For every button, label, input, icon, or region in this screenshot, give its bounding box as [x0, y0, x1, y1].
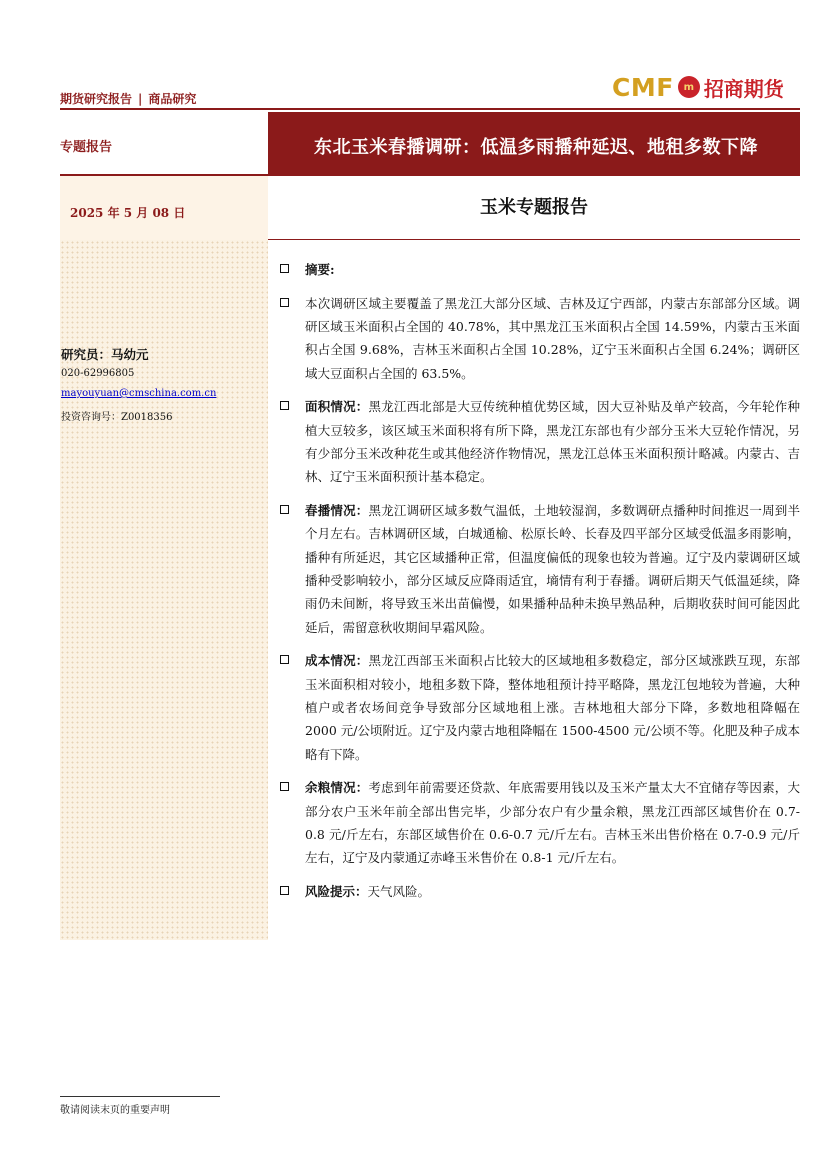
report-title: 东北玉米春播调研：低温多雨播种延迟、地租多数下降: [314, 137, 758, 158]
summary-heading-item: [278, 258, 800, 281]
area-label: 面积情况：: [305, 399, 369, 415]
sowing-section: [278, 499, 800, 639]
checkbox-bullet-icon: [280, 401, 289, 410]
category-label: 期货研究报告: [60, 92, 133, 106]
cost-text: 黑龙江西部玉米面积占比较大的区域地租多数稳定，部分区域涨跌互现，东部玉米面积相对较小，地租多数下降，整体地租预计持平略降，黑龙江包地较为普遍，大种植户或者农场间竞争导致部分区域地租上涨。吉林地租大部分下降，多数地租降幅在 2000 元/公顷附近。辽宁及内蒙古地租降幅在 1500-4500 元/公顷不等。化肥及种子成本略有下降。: [305, 653, 801, 762]
checkbox-bullet-icon: [280, 886, 289, 895]
summary-heading: 摘要:: [305, 262, 335, 277]
summary-intro-item: [278, 292, 800, 385]
logo-latin-text: CMF: [612, 72, 674, 102]
area-text: 黑龙江西北部是大豆传统种植优势区域，因大豆补贴及单产较高，今年轮作种植大豆较多，该区域玉米面积将有所下降，黑龙江东部也有少部分玉米大豆轮作情况，另有少部分玉米改种花生或其他经济作物情况，黑龙江总体玉米面积预计略减。内蒙古、吉林、辽宁玉米面积预计基本稳定。: [305, 399, 800, 485]
cost-label: 成本情况：: [305, 653, 369, 669]
checkbox-bullet-icon: [280, 782, 289, 791]
surplus-grain-label: 余粮情况：: [305, 780, 369, 796]
risk-section: [278, 880, 800, 903]
sowing-text: 黑龙江调研区域多数气温低，土地较湿润，多数调研点播种时间推迟一周到半个月左右。吉林调研区域，白城通榆、松原长岭、长春及四平部分区域受低温多雨影响，播种有所延迟，其它区域播种正常，但温度偏低的现象也较为普遍。辽宁及内蒙调研区域播种受影响较小，部分区域反应降雨适宜，墒情有利于春播。调研后期天气低温延续，降雨仍未间断，将导致玉米出苗偏慢，如果播种品种未换早熟品种，后期收获时间可能因此延后，需留意秋收期间早霜风险。: [305, 503, 800, 635]
report-type-divider: [268, 239, 800, 240]
footer-disclaimer: 敬请阅读末页的重要声明: [60, 1105, 170, 1116]
logo-chinese-text: 招商期货: [703, 76, 784, 101]
footer-divider: [60, 1096, 220, 1097]
header-divider: [60, 108, 800, 110]
sowing-label: 春播情况：: [305, 503, 369, 519]
checkbox-bullet-icon: [280, 505, 289, 514]
analyst-email-link[interactable]: mayouyuan@cmschina.com.cn: [61, 388, 217, 399]
summary-content: [278, 258, 800, 914]
report-category: [60, 90, 196, 107]
report-type: 玉米专题报告: [480, 197, 588, 218]
checkbox-bullet-icon: [280, 655, 289, 664]
surplus-grain-section: [278, 776, 800, 869]
company-logo: [612, 70, 784, 104]
checkbox-bullet-icon: [280, 264, 289, 273]
analyst-phone: 020-62996805: [61, 368, 135, 379]
cost-section: [278, 649, 800, 765]
checkbox-bullet-icon: [280, 298, 289, 307]
area-section: [278, 395, 800, 488]
report-date: 2025 年 5 月 08 日: [70, 206, 186, 220]
logo-mark-icon: m: [678, 76, 700, 98]
risk-text: 天气风险。: [367, 884, 431, 900]
analyst-license: 投资咨询号：Z0018356: [61, 412, 173, 423]
risk-label: 风险提示：: [305, 884, 368, 900]
summary-intro-text: 本次调研区域主要覆盖了黑龙江大部分区域、吉林及辽宁西部，内蒙古东部部分区域。调研区域玉米面积占全国的 40.78%，其中黑龙江玉米面积占全国 14.59%，内蒙古玉米面积占全国 9.68%，吉林玉米面积占全国 10.28%，辽宁玉米面积占全国 6.24%；调研区域大豆面积占全国的 63.5%。: [305, 295, 800, 381]
analyst-name: 研究员：马幼元: [61, 347, 149, 362]
section-label: 专题报告: [60, 140, 113, 155]
category-separator: |: [138, 92, 143, 106]
subcategory-label: 商品研究: [148, 92, 197, 106]
surplus-grain-text: 考虑到年前需要还贷款、年底需要用钱以及玉米产量太大不宜储存等因素，大部分农户玉米年前全部出售完毕，少部分农户有少量余粮，黑龙江西部区域售价在 0.7-0.8 元/斤左右，东部区域售价在 0.6-0.7 元/斤左右。吉林玉米出售价格在 0.7-0.9 元/斤左右，辽宁及内蒙通辽赤峰玉米售价在 0.8-1 元/斤左右。: [305, 780, 800, 866]
